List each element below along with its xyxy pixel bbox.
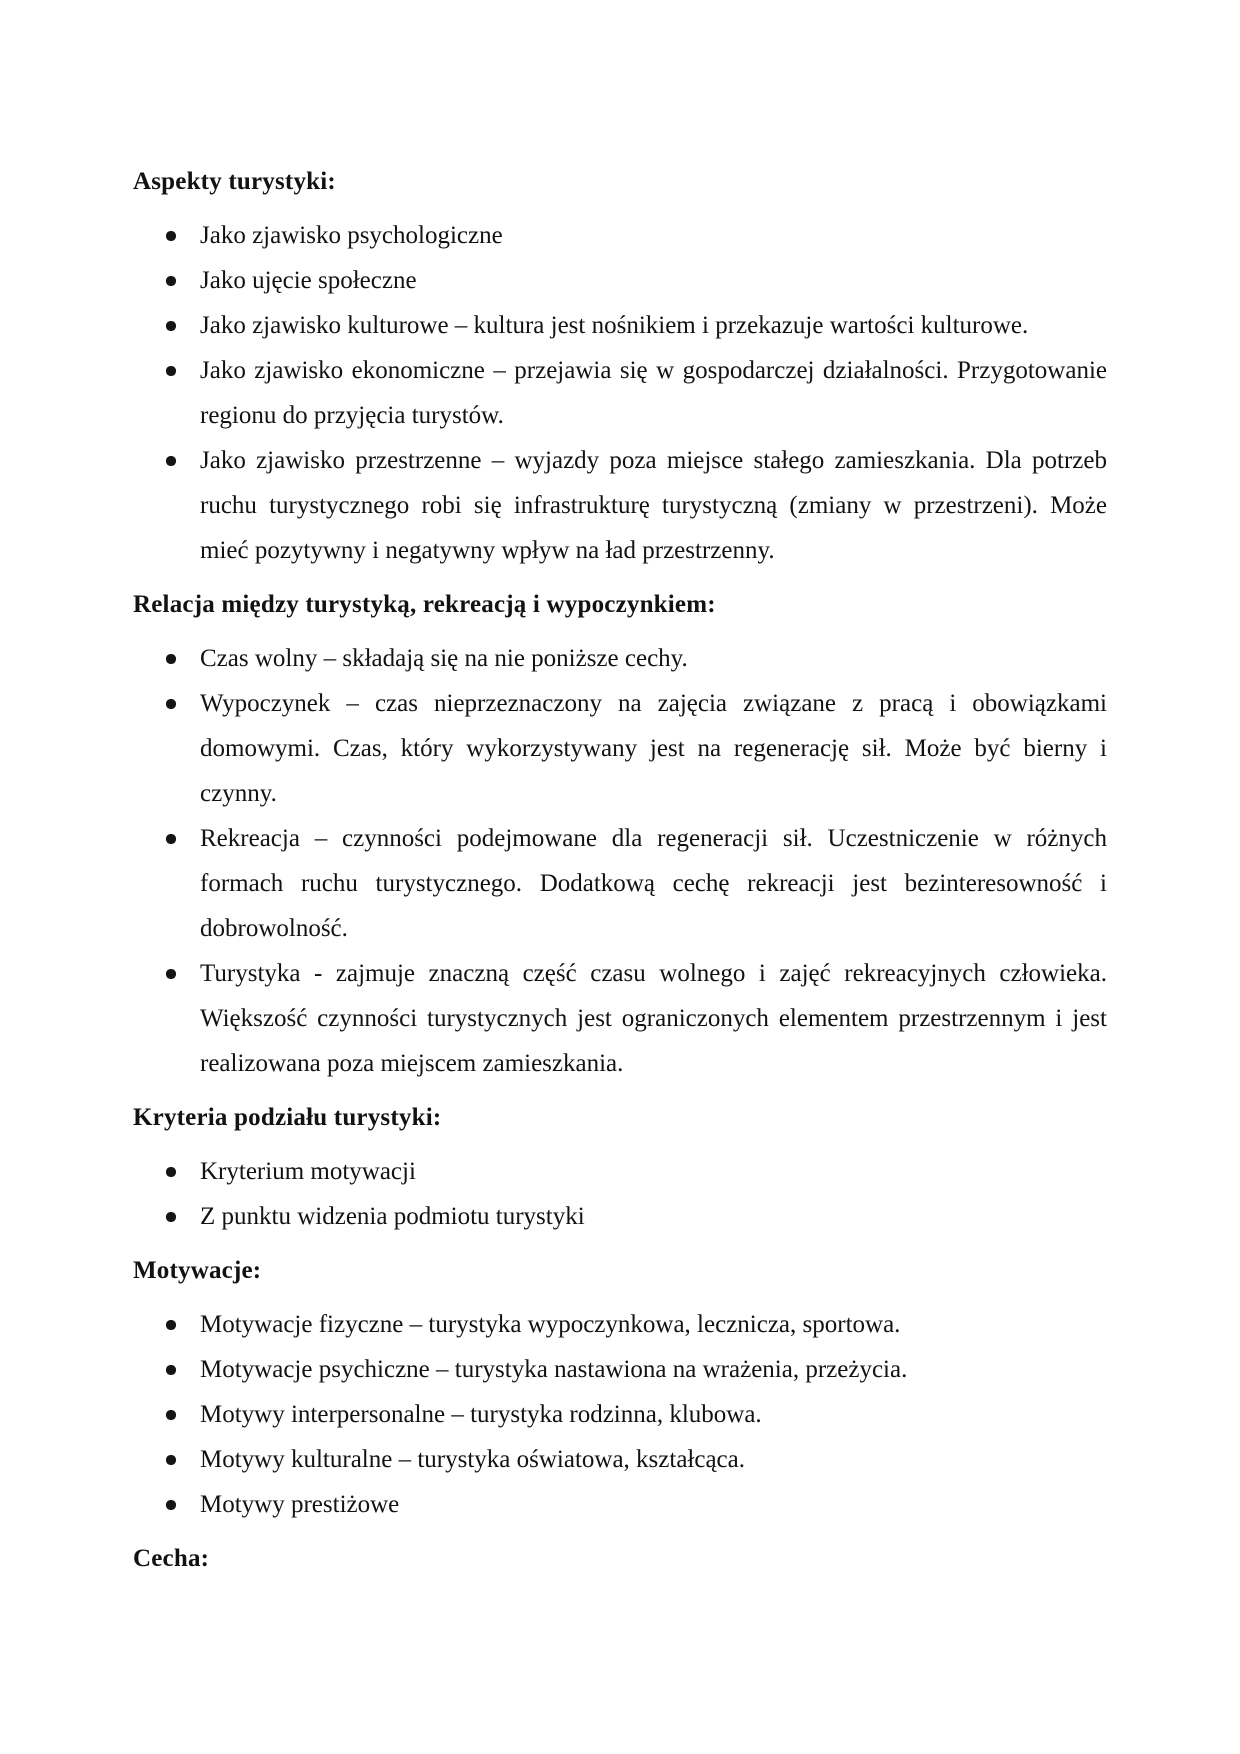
bullet-icon <box>166 699 176 709</box>
bullet-icon <box>166 969 176 979</box>
list-item <box>133 303 1107 348</box>
list-item <box>133 1482 1107 1527</box>
bullet-list <box>133 1149 1107 1239</box>
bullet-icon <box>166 1410 176 1420</box>
list-item-text: Czas wolny – składają się na nie poniższe cechy. <box>200 645 688 672</box>
list-item-text: Wypoczynek – czas nieprzeznaczony na zajęcia związane z pracą i obowiązkami domowymi. Czas, który wykorzystywany jest na regenerację sił. Może być bierny i czynny. <box>200 690 1107 807</box>
list-item-text: Jako zjawisko ekonomiczne – przejawia się w gospodarczej działalności. Przygotowanie regionu do przyjęcia turystów. <box>200 357 1107 429</box>
list-item <box>133 1194 1107 1239</box>
list-item <box>133 951 1107 1086</box>
bullet-icon <box>166 1455 176 1465</box>
bullet-icon <box>166 231 176 241</box>
bullet-list <box>133 636 1107 1086</box>
bullet-icon <box>166 456 176 466</box>
section-relacja <box>133 582 1107 1086</box>
list-item-text: Jako zjawisko psychologiczne <box>200 222 503 249</box>
list-item-text: Rekreacja – czynności podejmowane dla regeneracji sił. Uczestniczenie w różnych formach ruchu turystycznego. Dodatkową cechę rekreacji jest bezinteresowność i dobrowolność. <box>200 825 1107 942</box>
bullet-icon <box>166 834 176 844</box>
bullet-icon <box>166 366 176 376</box>
bullet-icon <box>166 654 176 664</box>
list-item <box>133 636 1107 681</box>
section-motywacje <box>133 1248 1107 1527</box>
section-heading: Relacja między turystyką, rekreacją i wypoczynkiem: <box>133 591 716 618</box>
bullet-icon <box>166 321 176 331</box>
bullet-icon <box>166 1167 176 1177</box>
list-item-text: Motywy kulturalne – turystyka oświatowa, kształcąca. <box>200 1446 745 1473</box>
section-heading: Aspekty turystyki: <box>133 168 336 195</box>
list-item <box>133 438 1107 573</box>
list-item <box>133 1437 1107 1482</box>
list-item-text: Jako ujęcie społeczne <box>200 267 417 294</box>
list-item <box>133 213 1107 258</box>
list-item-text: Motywy interpersonalne – turystyka rodzinna, klubowa. <box>200 1401 762 1428</box>
list-item-text: Jako zjawisko kulturowe – kultura jest nośnikiem i przekazuje wartości kulturowe. <box>200 312 1029 339</box>
bullet-list <box>133 1302 1107 1527</box>
list-item <box>133 1392 1107 1437</box>
list-item-text: Jako zjawisko przestrzenne – wyjazdy poza miejsce stałego zamieszkania. Dla potrzeb ruchu turystycznego robi się infrastrukturę turystyczną (zmiany w przestrzeni). Może mieć pozytywny i negatywny wpływ na ład przestrzenny. <box>200 447 1107 564</box>
bullet-icon <box>166 1320 176 1330</box>
list-item-text: Motywacje fizyczne – turystyka wypoczynkowa, lecznicza, sportowa. <box>200 1311 901 1338</box>
bullet-icon <box>166 1365 176 1375</box>
section-aspekty-turystyki <box>133 159 1107 573</box>
list-item-text: Turystyka - zajmuje znaczną część czasu wolnego i zajęć rekreacyjnych człowieka. Większość czynności turystycznych jest ograniczonych elementem przestrzennym i jest realizowana poza miejscem zamieszkania. <box>200 960 1107 1077</box>
bullet-list <box>133 213 1107 573</box>
list-item <box>133 258 1107 303</box>
list-item-text: Z punktu widzenia podmiotu turystyki <box>200 1203 585 1230</box>
list-item-text: Motywacje psychiczne – turystyka nastawiona na wrażenia, przeżycia. <box>200 1356 908 1383</box>
list-item <box>133 348 1107 438</box>
section-heading: Cecha: <box>133 1545 210 1572</box>
list-item <box>133 1149 1107 1194</box>
section-kryteria-podzialu <box>133 1095 1107 1239</box>
list-item <box>133 681 1107 816</box>
section-cecha <box>133 1536 1107 1581</box>
section-heading: Motywacje: <box>133 1257 262 1284</box>
bullet-icon <box>166 1212 176 1222</box>
bullet-icon <box>166 276 176 286</box>
list-item <box>133 1302 1107 1347</box>
list-item-text: Motywy prestiżowe <box>200 1491 400 1518</box>
list-item-text: Kryterium motywacji <box>200 1158 416 1185</box>
list-item <box>133 1347 1107 1392</box>
section-heading: Kryteria podziału turystyki: <box>133 1104 442 1131</box>
bullet-icon <box>166 1500 176 1510</box>
list-item <box>133 816 1107 951</box>
